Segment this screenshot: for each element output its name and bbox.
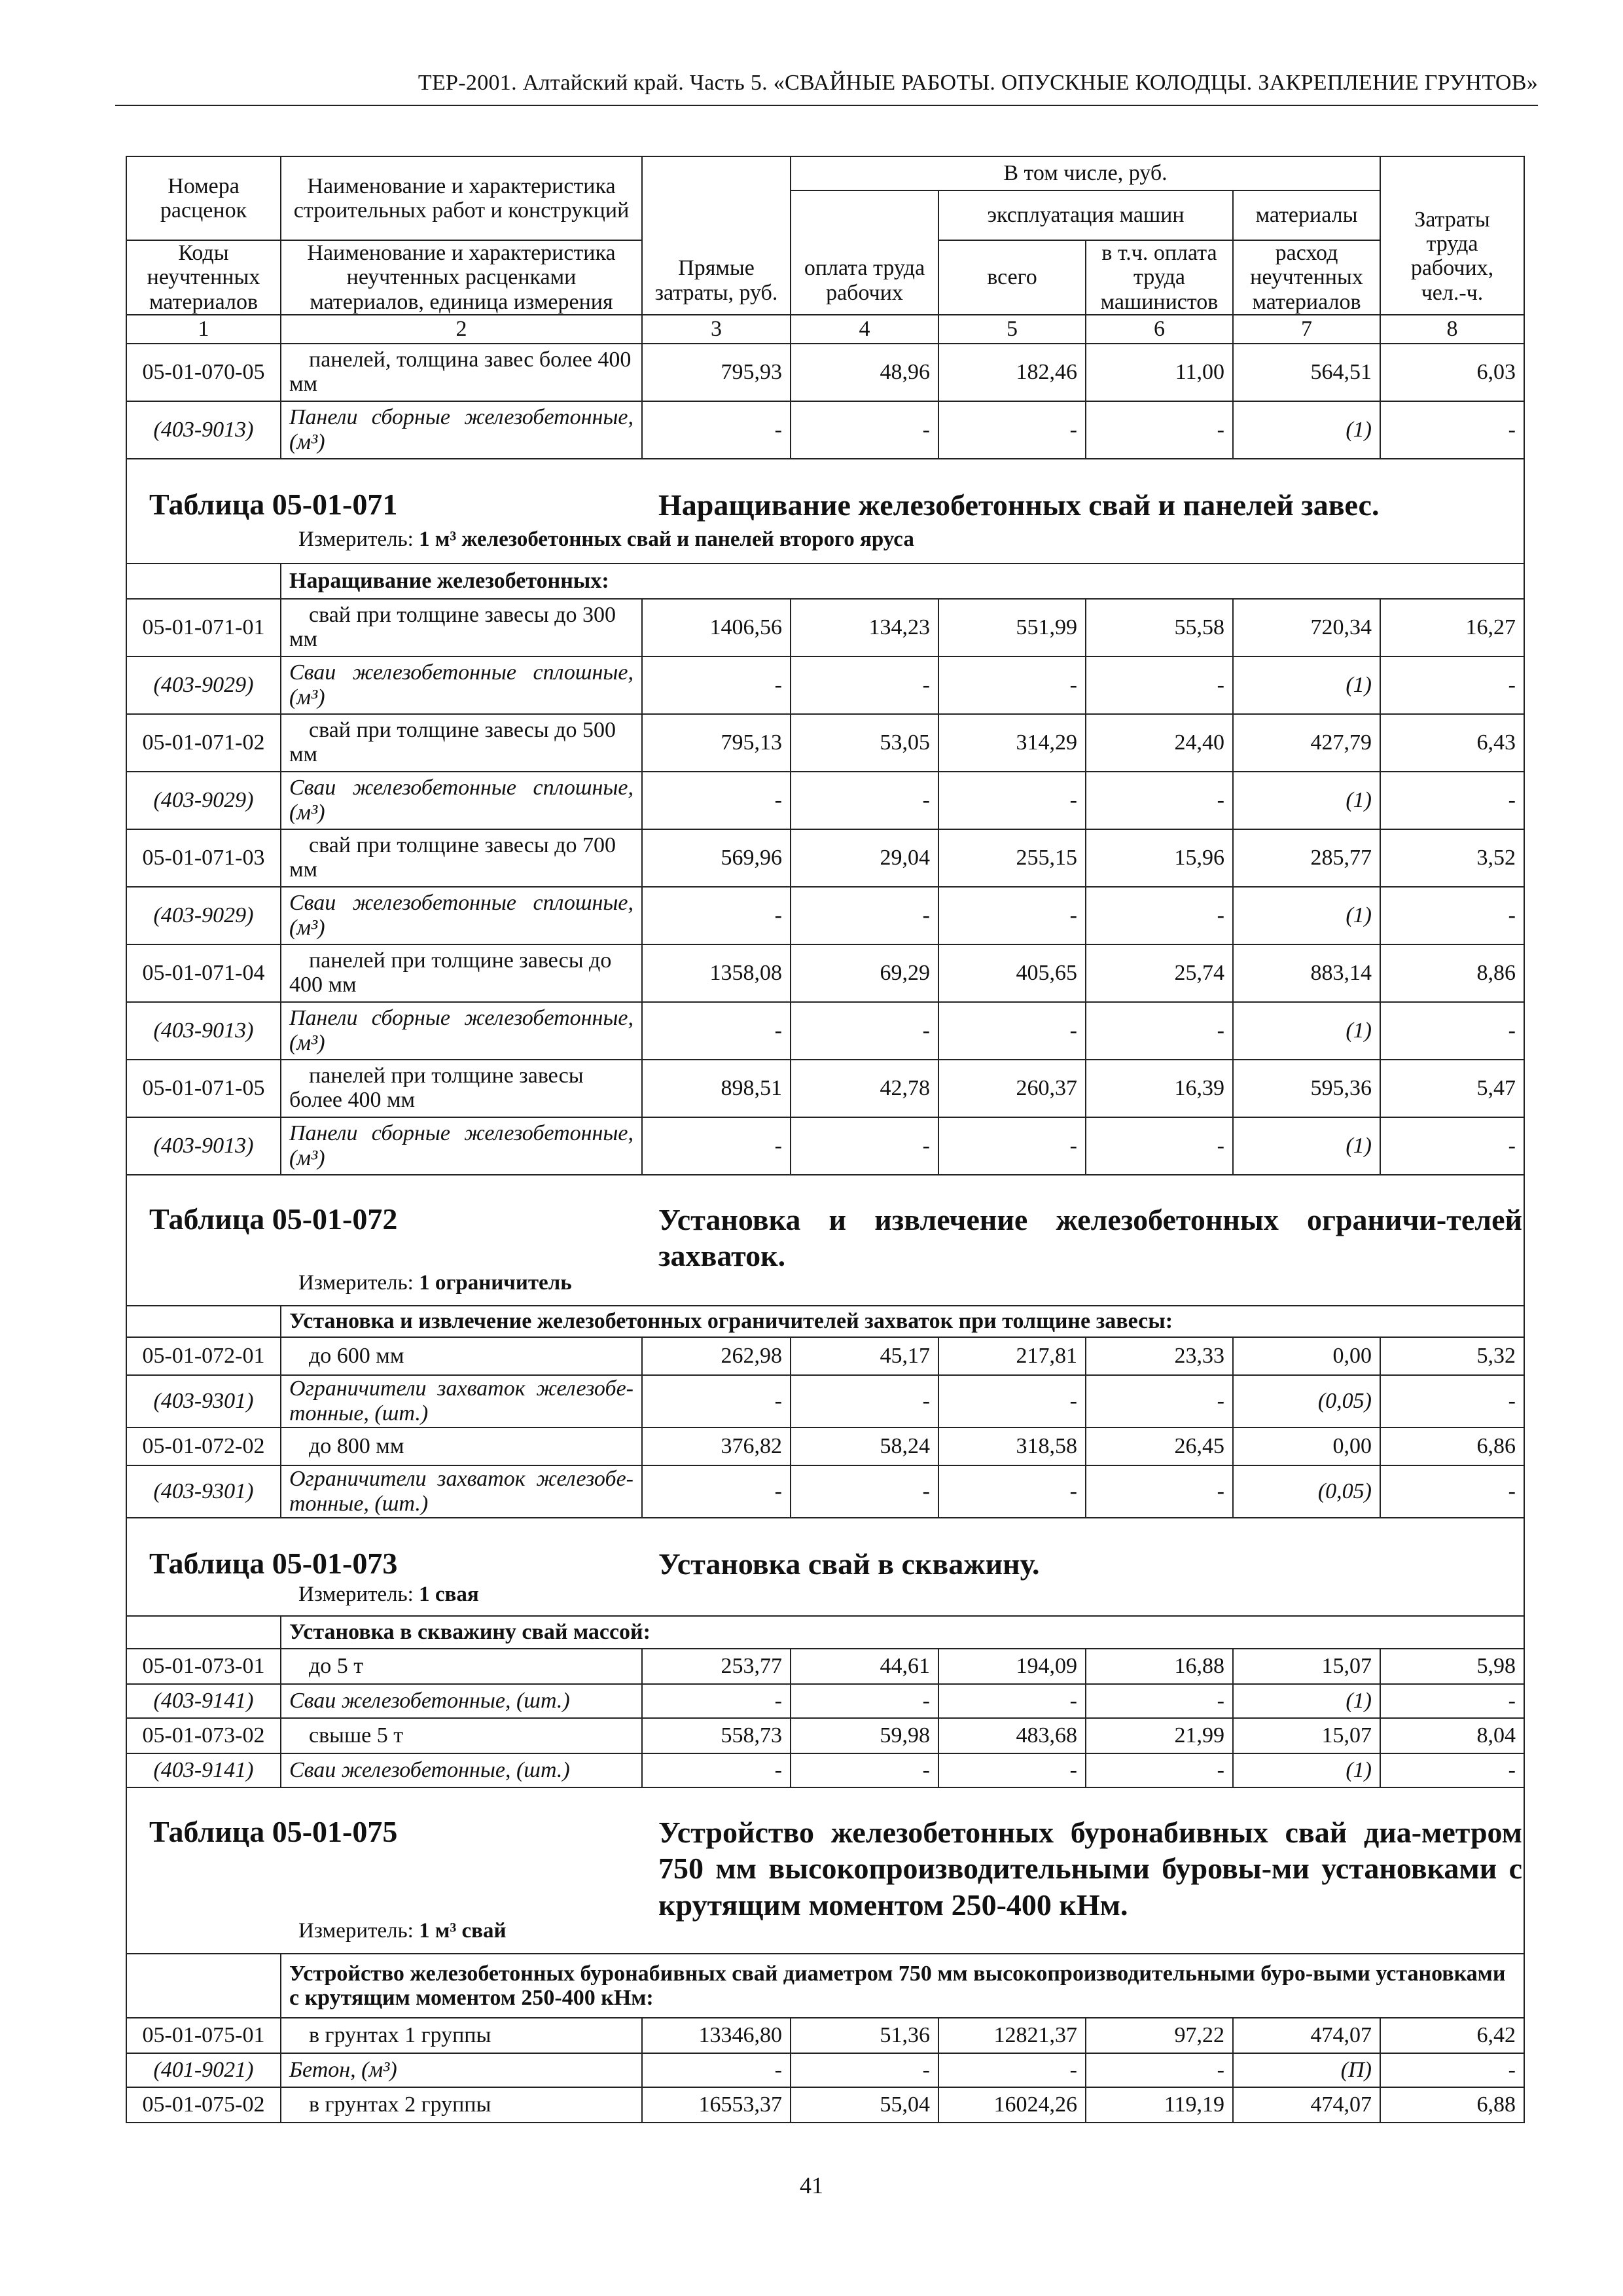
material-code: (403-9029)	[126, 887, 281, 944]
value-direct-costs: 569,96	[642, 829, 791, 887]
material-value-machines-total: -	[938, 1465, 1086, 1518]
column-number: 5	[938, 315, 1086, 344]
material-value-materials: (0,05)	[1233, 1375, 1380, 1427]
rate-name	[281, 1718, 642, 1753]
rate-row	[126, 2018, 1524, 2053]
value-machines-total: 194,09	[938, 1649, 1086, 1684]
col-unaccounted-names: Наименование и характеристика неучтенных расценками материалов, единица измерения	[281, 240, 642, 315]
value-machinists-pay: 16,88	[1086, 1649, 1233, 1684]
col-including: В том числе, руб.	[791, 156, 1380, 190]
material-value-direct-costs: -	[642, 1465, 791, 1518]
material-value-machines-total: -	[938, 1375, 1086, 1427]
value-direct-costs: 898,51	[642, 1060, 791, 1117]
col-machine-operation: эксплуатация машин	[938, 190, 1233, 240]
col-direct-costs: Прямые затраты, руб.	[642, 156, 791, 315]
section-row	[126, 1954, 1524, 2018]
material-value-workers-pay: -	[791, 1117, 938, 1175]
value-machinists-pay: 119,19	[1086, 2087, 1233, 2123]
rate-code: 05-01-072-01	[126, 1337, 281, 1375]
value-labor-costs: 5,47	[1380, 1060, 1524, 1117]
rate-row	[126, 944, 1524, 1002]
rate-name-text: до 5 т	[309, 1653, 364, 1678]
col-unaccounted-codes: Коды неучтенных материалов	[126, 240, 281, 315]
value-workers-pay: 45,17	[791, 1337, 938, 1375]
rate-code: 05-01-070-05	[126, 344, 281, 401]
value-materials: 15,07	[1233, 1649, 1380, 1684]
value-direct-costs: 13346,80	[642, 2018, 791, 2053]
value-materials: 883,14	[1233, 944, 1380, 1002]
material-name: Сваи железобетонные, (шт.)	[281, 1684, 642, 1718]
material-value-direct-costs: -	[642, 2053, 791, 2087]
material-code: (403-9013)	[126, 1002, 281, 1060]
rate-row	[126, 1649, 1524, 1684]
material-code: (403-9029)	[126, 656, 281, 714]
material-value-machines-total: -	[938, 772, 1086, 829]
value-direct-costs: 795,13	[642, 714, 791, 772]
material-code: (403-9141)	[126, 1684, 281, 1718]
rate-name	[281, 1427, 642, 1465]
rate-code: 05-01-071-02	[126, 714, 281, 772]
material-value-machinists-pay: -	[1086, 1753, 1233, 1787]
material-row	[126, 1684, 1524, 1718]
rate-row	[126, 344, 1524, 401]
rate-code: 05-01-073-01	[126, 1649, 281, 1684]
value-direct-costs: 795,93	[642, 344, 791, 401]
material-value-machines-total: -	[938, 887, 1086, 944]
rate-name-text: свыше 5 т	[309, 1723, 404, 1748]
meter-label: Измеритель:	[298, 1583, 414, 1607]
value-direct-costs: 262,98	[642, 1337, 791, 1375]
rate-name-text: панелей при толщине завесы более 400 мм	[289, 1064, 584, 1113]
section-title: Наращивание железобетонных:	[281, 564, 1524, 599]
table-meter	[298, 1919, 506, 1943]
material-value-workers-pay: -	[791, 656, 938, 714]
value-workers-pay: 53,05	[791, 714, 938, 772]
value-workers-pay: 51,36	[791, 2018, 938, 2053]
material-name: Ограничители захваток железобе-тонные, (шт.)	[281, 1465, 642, 1518]
rate-code: 05-01-071-05	[126, 1060, 281, 1117]
section-title: Установка и извлечение железобетонных ограничителей захваток при толщине завесы:	[281, 1306, 1524, 1337]
value-materials: 285,77	[1233, 829, 1380, 887]
value-workers-pay: 55,04	[791, 2087, 938, 2123]
section-empty	[126, 1616, 281, 1649]
meter-value: 1 м³ свай	[419, 1919, 507, 1943]
material-value-direct-costs: -	[642, 1002, 791, 1060]
column-number: 4	[791, 315, 938, 344]
value-workers-pay: 134,23	[791, 599, 938, 656]
table-heading-inner	[135, 1788, 1522, 1953]
value-direct-costs: 558,73	[642, 1718, 791, 1753]
material-code: (401-9021)	[126, 2053, 281, 2087]
material-value-materials: (1)	[1233, 401, 1380, 459]
material-value-machines-total: -	[938, 1002, 1086, 1060]
rate-code: 05-01-075-01	[126, 2018, 281, 2053]
table-heading-cell	[126, 459, 1524, 564]
value-materials: 0,00	[1233, 1427, 1380, 1465]
value-materials: 595,36	[1233, 1060, 1380, 1117]
value-labor-costs: 6,86	[1380, 1427, 1524, 1465]
section-row	[126, 1306, 1524, 1337]
material-name: Ограничители захваток железобе-тонные, (шт.)	[281, 1375, 642, 1427]
rate-name	[281, 2087, 642, 2123]
material-code: (403-9301)	[126, 1465, 281, 1518]
material-value-labor-costs: -	[1380, 1465, 1524, 1518]
running-header: ТЕР-2001. Алтайский край. Часть 5. «СВАЙНЫЕ РАБОТЫ. ОПУСКНЫЕ КОЛОДЦЫ. ЗАКРЕПЛЕНИЕ ГРУНТОВ»	[418, 71, 1538, 95]
col-rate-numbers: Номера расценок	[126, 156, 281, 240]
table-number: Таблица 05-01-071	[149, 488, 398, 522]
material-value-workers-pay: -	[791, 2053, 938, 2087]
value-workers-pay: 42,78	[791, 1060, 938, 1117]
material-value-direct-costs: -	[642, 1684, 791, 1718]
value-machines-total: 483,68	[938, 1718, 1086, 1753]
value-machines-total: 405,65	[938, 944, 1086, 1002]
page-number: 41	[800, 2172, 823, 2198]
meter-value: 1 м³ железобетонных свай и панелей второго яруса	[419, 528, 914, 552]
rate-code: 05-01-073-02	[126, 1718, 281, 1753]
table-meter	[298, 1271, 572, 1295]
section-title: Устройство железобетонных буронабивных свай диаметром 750 мм высокопроизводительными буро-выми установками с крутящим моментом 250-400 кНм:	[281, 1954, 1524, 2018]
material-value-labor-costs: -	[1380, 2053, 1524, 2087]
value-machinists-pay: 26,45	[1086, 1427, 1233, 1465]
material-code: (403-9141)	[126, 1753, 281, 1787]
material-name: Панели сборные железобетонные, (м³)	[281, 1002, 642, 1060]
material-value-machinists-pay: -	[1086, 772, 1233, 829]
material-code: (403-9301)	[126, 1375, 281, 1427]
section-title: Установка в скважину свай массой:	[281, 1616, 1524, 1649]
table-heading-cell	[126, 1787, 1524, 1954]
value-machinists-pay: 97,22	[1086, 2018, 1233, 2053]
rate-row	[126, 1060, 1524, 1117]
material-value-labor-costs: -	[1380, 401, 1524, 459]
section-row	[126, 564, 1524, 599]
rate-row	[126, 829, 1524, 887]
material-row	[126, 1465, 1524, 1518]
table-number: Таблица 05-01-072	[149, 1202, 398, 1236]
value-machines-total: 314,29	[938, 714, 1086, 772]
table-title: Устройство железобетонных буронабивных свай диа-метром 750 мм высокопроизводительными буровы-ми установками с крутящим моментом 250-400 кНм.	[658, 1816, 1522, 1922]
value-materials: 564,51	[1233, 344, 1380, 401]
material-row	[126, 656, 1524, 714]
material-value-machines-total: -	[938, 401, 1086, 459]
material-value-materials: (1)	[1233, 887, 1380, 944]
material-row	[126, 1375, 1524, 1427]
value-workers-pay: 29,04	[791, 829, 938, 887]
value-direct-costs: 16553,37	[642, 2087, 791, 2123]
material-name: Панели сборные железобетонные, (м³)	[281, 1117, 642, 1175]
material-value-labor-costs: -	[1380, 1002, 1524, 1060]
value-workers-pay: 69,29	[791, 944, 938, 1002]
material-value-workers-pay: -	[791, 1465, 938, 1518]
rate-name-text: свай при толщине завесы до 300 мм	[289, 603, 616, 652]
table-heading-cell	[126, 1175, 1524, 1306]
col-incl-machinists-pay: в т.ч. оплата труда машинистов	[1086, 240, 1233, 315]
material-value-materials: (1)	[1233, 1753, 1380, 1787]
rate-name-text: до 800 мм	[309, 1433, 404, 1458]
material-value-machinists-pay: -	[1086, 656, 1233, 714]
material-value-direct-costs: -	[642, 772, 791, 829]
material-value-labor-costs: -	[1380, 1753, 1524, 1787]
material-value-machinists-pay: -	[1086, 1684, 1233, 1718]
value-direct-costs: 253,77	[642, 1649, 791, 1684]
rate-code: 05-01-071-01	[126, 599, 281, 656]
material-value-materials: (1)	[1233, 1117, 1380, 1175]
col-workers-pay: оплата труда рабочих	[791, 190, 938, 315]
value-labor-costs: 6,42	[1380, 2018, 1524, 2053]
material-value-labor-costs: -	[1380, 1117, 1524, 1175]
rate-code: 05-01-072-02	[126, 1427, 281, 1465]
column-number: 8	[1380, 315, 1524, 344]
column-numbers-row	[126, 315, 1524, 344]
material-value-machinists-pay: -	[1086, 401, 1233, 459]
rate-row	[126, 2087, 1524, 2123]
material-name: Бетон, (м³)	[281, 2053, 642, 2087]
rate-name	[281, 829, 642, 887]
material-value-workers-pay: -	[791, 1684, 938, 1718]
rate-row	[126, 1337, 1524, 1375]
material-value-workers-pay: -	[791, 1753, 938, 1787]
value-workers-pay: 59,98	[791, 1718, 938, 1753]
rate-row	[126, 1718, 1524, 1753]
value-machines-total: 217,81	[938, 1337, 1086, 1375]
material-value-materials: (0,05)	[1233, 1465, 1380, 1518]
rate-name-text: свай при толщине завесы до 500 мм	[289, 718, 616, 767]
value-materials: 0,00	[1233, 1337, 1380, 1375]
material-value-machinists-pay: -	[1086, 1375, 1233, 1427]
material-row	[126, 1117, 1524, 1175]
value-workers-pay: 44,61	[791, 1649, 938, 1684]
table-meter	[298, 528, 914, 552]
col-labor-costs: Затраты труда рабочих, чел.-ч.	[1380, 156, 1524, 315]
material-value-direct-costs: -	[642, 656, 791, 714]
material-value-labor-costs: -	[1380, 1375, 1524, 1427]
table-title: Наращивание железобетонных свай и панелей завес.	[658, 488, 1380, 522]
value-labor-costs: 6,03	[1380, 344, 1524, 401]
rate-code: 05-01-075-02	[126, 2087, 281, 2123]
value-machinists-pay: 24,40	[1086, 714, 1233, 772]
meter-label: Измеритель:	[298, 1271, 414, 1295]
value-machinists-pay: 16,39	[1086, 1060, 1233, 1117]
rate-code: 05-01-071-03	[126, 829, 281, 887]
value-machines-total: 16024,26	[938, 2087, 1086, 2123]
meter-value: 1 свая	[419, 1583, 479, 1607]
table-heading	[126, 1518, 1524, 1616]
value-labor-costs: 16,27	[1380, 599, 1524, 656]
column-number: 3	[642, 315, 791, 344]
value-machinists-pay: 25,74	[1086, 944, 1233, 1002]
value-machines-total: 12821,37	[938, 2018, 1086, 2053]
rate-name-text: в грунтах 2 группы	[309, 2092, 491, 2117]
meter-label: Измеритель:	[298, 1919, 414, 1943]
section-empty	[126, 564, 281, 599]
material-value-machinists-pay: -	[1086, 1117, 1233, 1175]
rate-name-text: панелей при толщине завесы до 400 мм	[289, 948, 612, 997]
material-value-machinists-pay: -	[1086, 887, 1233, 944]
table-heading	[126, 459, 1524, 564]
material-value-direct-costs: -	[642, 1375, 791, 1427]
material-value-direct-costs: -	[642, 1753, 791, 1787]
table-meter	[298, 1583, 479, 1607]
material-value-workers-pay: -	[791, 772, 938, 829]
table-heading	[126, 1787, 1524, 1954]
value-labor-costs: 8,86	[1380, 944, 1524, 1002]
rate-name	[281, 1337, 642, 1375]
material-value-materials: (П)	[1233, 2053, 1380, 2087]
rate-name	[281, 599, 642, 656]
material-value-direct-costs: -	[642, 887, 791, 944]
material-value-machines-total: -	[938, 1753, 1086, 1787]
value-machines-total: 260,37	[938, 1060, 1086, 1117]
rate-name	[281, 344, 642, 401]
material-row	[126, 1002, 1524, 1060]
material-value-labor-costs: -	[1380, 887, 1524, 944]
material-value-labor-costs: -	[1380, 772, 1524, 829]
rate-name-text: в грунтах 1 группы	[309, 2022, 491, 2047]
section-empty	[126, 1306, 281, 1337]
material-row	[126, 887, 1524, 944]
material-value-machinists-pay: -	[1086, 1002, 1233, 1060]
material-value-machines-total: -	[938, 1117, 1086, 1175]
value-workers-pay: 48,96	[791, 344, 938, 401]
value-materials: 427,79	[1233, 714, 1380, 772]
material-name: Сваи железобетонные сплошные, (м³)	[281, 656, 642, 714]
value-direct-costs: 376,82	[642, 1427, 791, 1465]
col-name-of-works: Наименование и характеристика строительных работ и конструкций	[281, 156, 642, 240]
value-labor-costs: 8,04	[1380, 1718, 1524, 1753]
material-name: Сваи железобетонные сплошные, (м³)	[281, 772, 642, 829]
material-value-materials: (1)	[1233, 1002, 1380, 1060]
rate-name-text: до 600 мм	[309, 1343, 404, 1368]
value-materials: 474,07	[1233, 2087, 1380, 2123]
material-value-labor-costs: -	[1380, 1684, 1524, 1718]
material-value-workers-pay: -	[791, 401, 938, 459]
value-labor-costs: 3,52	[1380, 829, 1524, 887]
material-row	[126, 2053, 1524, 2087]
material-row	[126, 772, 1524, 829]
value-labor-costs: 6,43	[1380, 714, 1524, 772]
value-labor-costs: 5,98	[1380, 1649, 1524, 1684]
material-value-materials: (1)	[1233, 656, 1380, 714]
value-machinists-pay: 23,33	[1086, 1337, 1233, 1375]
table-heading-cell	[126, 1518, 1524, 1616]
value-materials: 720,34	[1233, 599, 1380, 656]
material-row	[126, 1753, 1524, 1787]
material-value-machines-total: -	[938, 2053, 1086, 2087]
column-number: 1	[126, 315, 281, 344]
rate-row	[126, 714, 1524, 772]
col-materials: материалы	[1233, 190, 1380, 240]
material-code: (403-9029)	[126, 772, 281, 829]
col-unaccounted-consumption: расход неучтенных материалов	[1233, 240, 1380, 315]
material-code: (403-9013)	[126, 401, 281, 459]
value-machinists-pay: 15,96	[1086, 829, 1233, 887]
value-labor-costs: 6,88	[1380, 2087, 1524, 2123]
material-value-materials: (1)	[1233, 1684, 1380, 1718]
value-direct-costs: 1358,08	[642, 944, 791, 1002]
col-total: всего	[938, 240, 1086, 315]
column-number: 7	[1233, 315, 1380, 344]
material-value-machines-total: -	[938, 656, 1086, 714]
price-table	[126, 156, 1525, 2123]
rate-name-text: панелей, толщина завес более 400 мм	[289, 348, 632, 397]
rate-row	[126, 599, 1524, 656]
column-number: 2	[281, 315, 642, 344]
value-machinists-pay: 21,99	[1086, 1718, 1233, 1753]
rate-name	[281, 944, 642, 1002]
table-number: Таблица 05-01-075	[149, 1815, 398, 1849]
value-machines-total: 182,46	[938, 344, 1086, 401]
value-workers-pay: 58,24	[791, 1427, 938, 1465]
table-number: Таблица 05-01-073	[149, 1547, 398, 1581]
rate-code: 05-01-071-04	[126, 944, 281, 1002]
rate-name	[281, 1649, 642, 1684]
value-machinists-pay: 11,00	[1086, 344, 1233, 401]
rate-name	[281, 714, 642, 772]
material-value-labor-costs: -	[1380, 656, 1524, 714]
material-value-materials: (1)	[1233, 772, 1380, 829]
value-machines-total: 255,15	[938, 829, 1086, 887]
table-heading-inner	[135, 1175, 1522, 1305]
material-name: Сваи железобетонные сплошные, (м³)	[281, 887, 642, 944]
value-materials: 15,07	[1233, 1718, 1380, 1753]
table-heading-inner	[135, 1518, 1516, 1615]
material-value-workers-pay: -	[791, 887, 938, 944]
value-machinists-pay: 55,58	[1086, 599, 1233, 656]
material-value-direct-costs: -	[642, 401, 791, 459]
material-row	[126, 401, 1524, 459]
value-machines-total: 318,58	[938, 1427, 1086, 1465]
rate-name	[281, 2018, 642, 2053]
rate-name	[281, 1060, 642, 1117]
rate-name-text: свай при толщине завесы до 700 мм	[289, 833, 616, 882]
table-heading	[126, 1175, 1524, 1306]
material-value-machinists-pay: -	[1086, 1465, 1233, 1518]
material-code: (403-9013)	[126, 1117, 281, 1175]
column-number: 6	[1086, 315, 1233, 344]
rate-row	[126, 1427, 1524, 1465]
meter-value: 1 ограничитель	[419, 1271, 572, 1295]
material-value-workers-pay: -	[791, 1002, 938, 1060]
material-value-machinists-pay: -	[1086, 2053, 1233, 2087]
material-name: Панели сборные железобетонные, (м³)	[281, 401, 642, 459]
section-row	[126, 1616, 1524, 1649]
value-machines-total: 551,99	[938, 599, 1086, 656]
table-title: Установка и извлечение железобетонных ограничи-телей захваток.	[658, 1203, 1522, 1273]
material-value-direct-costs: -	[642, 1117, 791, 1175]
section-empty	[126, 1954, 281, 2018]
value-materials: 474,07	[1233, 2018, 1380, 2053]
table-heading-inner	[135, 459, 1516, 563]
meter-label: Измеритель:	[298, 528, 414, 552]
material-name: Сваи железобетонные, (шт.)	[281, 1753, 642, 1787]
table-title: Установка свай в скважину.	[658, 1547, 1040, 1581]
material-value-workers-pay: -	[791, 1375, 938, 1427]
material-value-machines-total: -	[938, 1684, 1086, 1718]
header-rule	[115, 105, 1538, 106]
value-labor-costs: 5,32	[1380, 1337, 1524, 1375]
value-direct-costs: 1406,56	[642, 599, 791, 656]
